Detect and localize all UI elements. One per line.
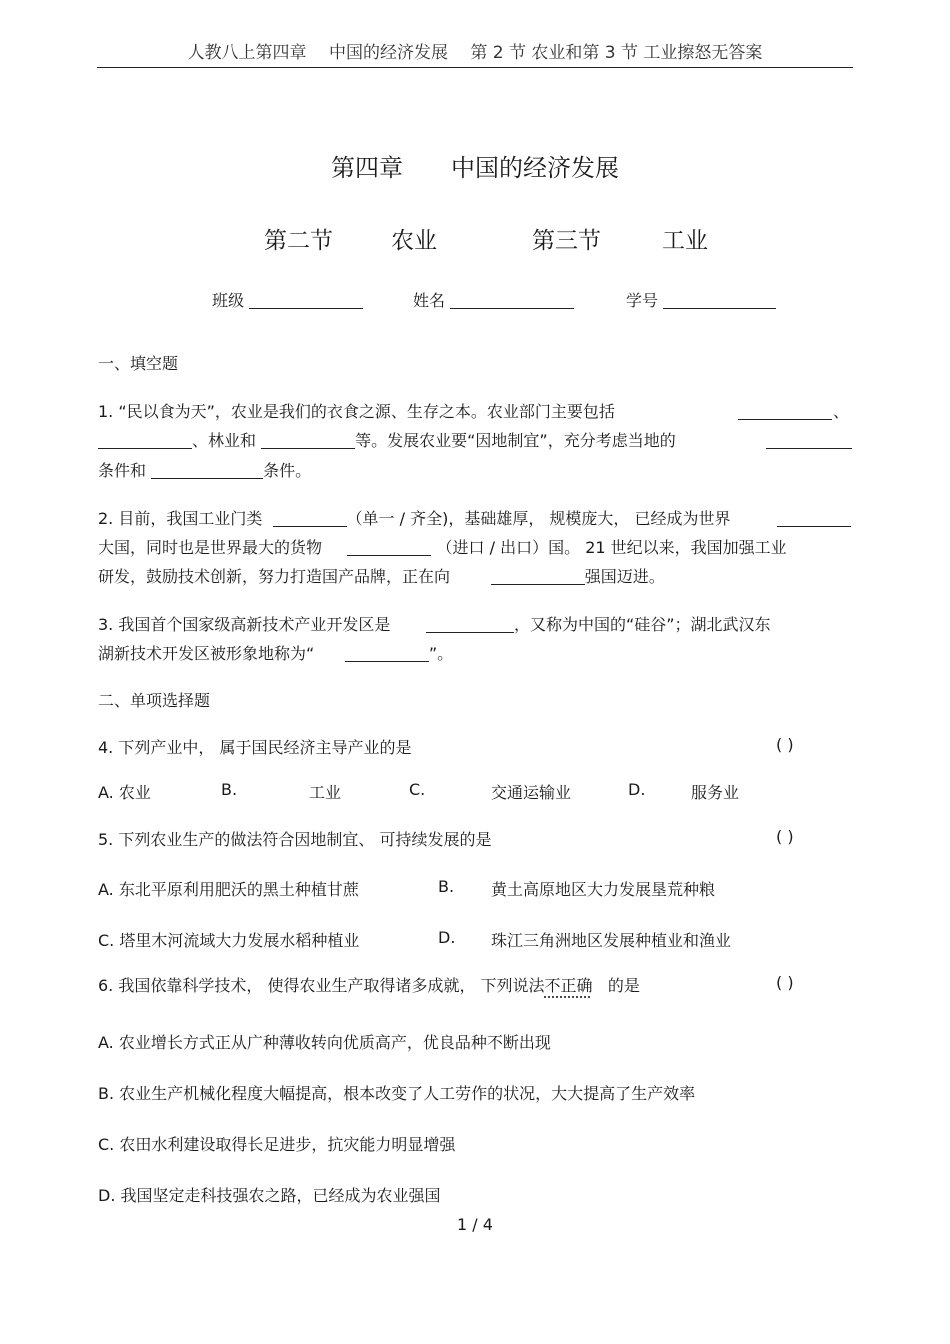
- q1-blank-5[interactable]: [151, 462, 263, 479]
- q6-option-a[interactable]: A. 农业增长方式正从广种薄收转向优质高产，优良品种不断出现: [98, 1033, 551, 1052]
- q6-stem-end: 的是: [607, 976, 640, 995]
- q1-comma: 、: [833, 402, 850, 421]
- q2-line3: [98, 564, 665, 587]
- q1-blank-1[interactable]: [738, 403, 832, 420]
- q3-line1: [98, 612, 771, 635]
- q2-line2: [98, 535, 787, 558]
- q6-answer-paren[interactable]: ( ): [776, 973, 794, 992]
- q3-text-1: 3. 我国首个国家级高新技术产业开发区是: [98, 615, 391, 634]
- q1-text-1: 1. “民以食为天”，农业是我们的衣食之源、生存之本。农业部门主要包括: [98, 402, 615, 421]
- q1-text-4: 条件和: [98, 461, 147, 480]
- q4-option-c-letter[interactable]: C.: [409, 780, 426, 799]
- q2-text-6: 强国迈进。: [584, 567, 665, 586]
- q1-line3: [98, 458, 311, 481]
- q2-blank-4[interactable]: [491, 568, 585, 585]
- q1-text-3: 等。发展农业要“因地制宜”，充分考虑当地的: [355, 431, 676, 450]
- q5-option-b-letter[interactable]: B.: [438, 877, 455, 896]
- q4-option-c[interactable]: 交通运输业: [491, 783, 572, 802]
- q2-text-4: （进口 / 出口）国。 21 世纪以来，我国加强工业: [436, 538, 787, 557]
- q5-option-d[interactable]: 珠江三角洲地区发展种植业和渔业: [491, 931, 732, 950]
- q4-stem: 4. 下列产业中， 属于国民经济主导产业的是: [98, 738, 412, 757]
- name-label: 姓名: [413, 291, 446, 310]
- q2-text-3: 大国，同时也是世界最大的货物: [98, 538, 323, 557]
- page-number: 1 / 4: [457, 1215, 493, 1234]
- section3-label: 第三节: [532, 228, 601, 254]
- q2-text-1: 2. 目前，我国工业门类: [98, 509, 263, 528]
- q3-text-3: 湖新技术开发区被形象地称为“: [98, 644, 315, 663]
- q1-blank-3[interactable]: [261, 432, 355, 449]
- q5-answer-paren[interactable]: ( ): [776, 827, 794, 846]
- q3-text-4: ”。: [428, 644, 454, 663]
- section-choice-heading: 二、单项选择题: [98, 691, 211, 710]
- number-label: 学号: [626, 291, 659, 310]
- q5-option-b[interactable]: 黄土高原地区大力发展垦荒种粮: [491, 880, 716, 899]
- q3-text-2: ，又称为中国的“硅谷”；湖北武汉东: [513, 615, 771, 634]
- q4-answer-paren[interactable]: ( ): [776, 735, 794, 754]
- q6-emphasis: 不正确: [544, 976, 593, 995]
- q6-stem-text: 6. 我国依靠科学技术， 使得农业生产取得诸多成就， 下列说法: [98, 976, 545, 995]
- q5-stem: 5. 下列农业生产的做法符合因地制宜、 可持续发展的是: [98, 830, 492, 849]
- q3-line2: [98, 641, 453, 664]
- q2-blank-3[interactable]: [347, 539, 431, 556]
- chapter-title: 第四章 中国的经济发展: [331, 154, 619, 182]
- q4-option-d[interactable]: 服务业: [691, 783, 740, 802]
- q1-text-5: 条件。: [263, 461, 312, 480]
- section2-label: 第二节: [264, 228, 333, 254]
- q1-blank-2[interactable]: [98, 432, 192, 449]
- q2-blank-2[interactable]: [777, 510, 851, 527]
- section3-name: 工业: [662, 228, 708, 254]
- q4-option-a[interactable]: A. 农业: [98, 783, 151, 802]
- q4-option-b[interactable]: 工业: [309, 783, 342, 802]
- class-label: 班级: [212, 291, 245, 310]
- q3-blank-1[interactable]: [426, 616, 514, 633]
- q6-option-d[interactable]: D. 我国坚定走科技强农之路，已经成为农业强国: [98, 1186, 441, 1205]
- q1-blank-4[interactable]: [766, 432, 852, 449]
- section-fill-heading: 一、填空题: [98, 354, 179, 373]
- running-header: 人教八上第四章 中国的经济发展 第 2 节 农业和第 3 节 工业擦怒无答案: [187, 43, 763, 63]
- q5-option-c[interactable]: C. 塔里木河流域大力发展水稻种植业: [98, 931, 360, 950]
- section2-name: 农业: [391, 228, 437, 254]
- q1-line1: [98, 399, 615, 422]
- q4-option-d-letter[interactable]: D.: [628, 780, 646, 799]
- q1-text-2: 、林业和: [192, 431, 257, 450]
- q6-stem: [98, 973, 640, 996]
- name-blank[interactable]: [450, 292, 574, 309]
- q1-line2: [98, 428, 676, 451]
- q2-text-5: 研发，鼓励技术创新，努力打造国产品牌，正在向: [98, 567, 451, 586]
- q4-option-b-letter[interactable]: B.: [221, 780, 238, 799]
- q2-line1: [98, 506, 731, 529]
- q5-option-a[interactable]: A. 东北平原利用肥沃的黑土种植甘蔗: [98, 880, 359, 899]
- number-field: [626, 288, 776, 311]
- q2-text-2: （单一 / 齐全)，基础雄厚， 规模庞大， 已经成为世界: [346, 509, 731, 528]
- q2-blank-1[interactable]: [273, 510, 347, 527]
- header-rule: [97, 67, 853, 68]
- q6-option-c[interactable]: C. 农田水利建设取得长足进步，抗灾能力明显增强: [98, 1135, 456, 1154]
- q6-option-b[interactable]: B. 农业生产机械化程度大幅提高，根本改变了人工劳作的状况，大大提高了生产效率: [98, 1084, 696, 1103]
- name-field: [413, 288, 574, 311]
- class-blank[interactable]: [249, 292, 363, 309]
- class-field: [212, 288, 363, 311]
- number-blank[interactable]: [663, 292, 776, 309]
- q5-option-d-letter[interactable]: D.: [438, 928, 456, 947]
- q3-blank-2[interactable]: [345, 645, 429, 662]
